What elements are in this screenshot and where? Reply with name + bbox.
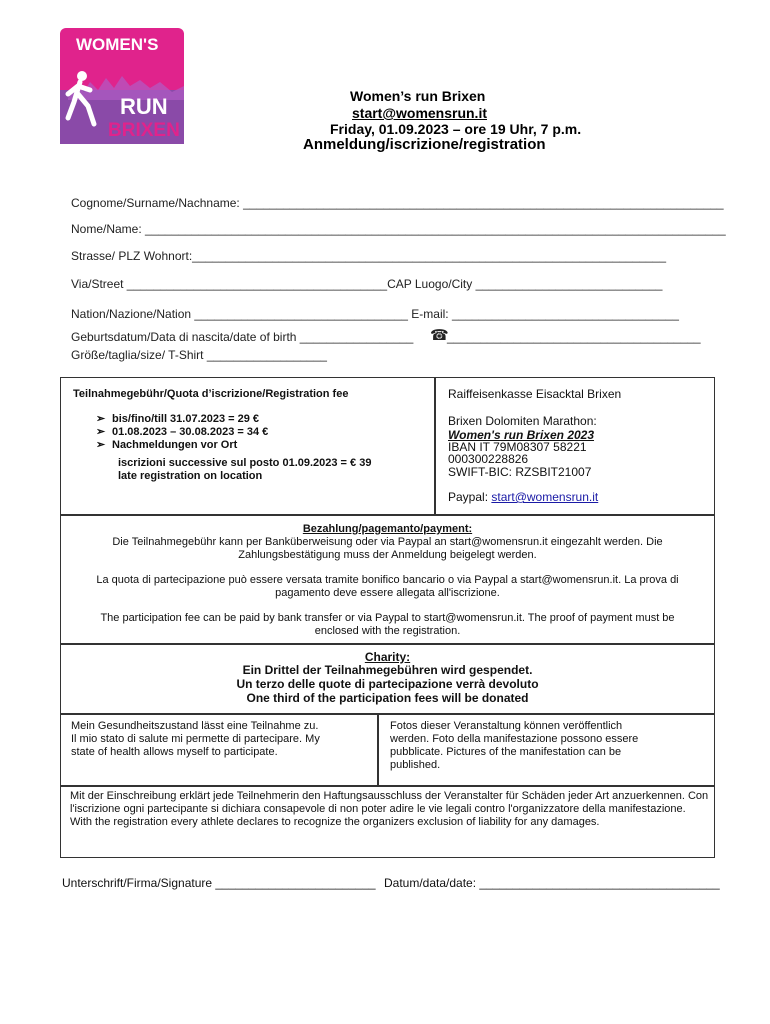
nation-email-field[interactable]: Nation/Nazione/Nation ________________________________ E-mail: __________________________________ xyxy=(71,307,679,321)
event-date: Friday, 01.09.2023 – ore 19 Uhr, 7 p.m. xyxy=(330,121,582,137)
charity-heading: Charity: xyxy=(364,650,411,664)
bank-account-label: Brixen Dolomiten Marathon: xyxy=(448,414,597,428)
photos-statement: Fotos dieser Veranstaltung können veröffentlich werden. Foto della manifestazione possono essere pubblicate. Pictures of the manifestation can be published. xyxy=(390,720,639,771)
health-statement: Mein Gesundheitszustand lässt eine Teilnahme zu. Il mio stato di salute mi permette di partecipare. My state of health allows myself to participate. xyxy=(71,720,320,758)
bank-name: Raiffeisenkasse Eisacktal Brixen xyxy=(448,387,622,401)
logo-text-womens: WOMEN'S xyxy=(76,35,159,54)
runner-icon xyxy=(77,71,87,81)
fee-item: ➢ Nachmeldungen vor Ort xyxy=(96,439,431,452)
payment-text-en: The participation fee can be paid by bank transfer or via Paypal to start@womensrun.it. The proof of payment must be enclosed with the registration. xyxy=(100,612,675,637)
phone-field[interactable]: ______________________________________ xyxy=(447,330,701,344)
payment-text-de: Die Teilnahmegebühr kann per Banküberweisung oder via Paypal an start@womensrun.it eingezahlt werden. Die Zahlungsbestätigung muss der Anmeldung beigelegt werden. xyxy=(112,536,663,561)
name-field[interactable]: Nome/Name: _______________________________________________________________________________________ xyxy=(71,222,726,236)
signature-date-field[interactable]: Datum/data/date: ____________________________________ xyxy=(384,876,720,890)
tshirt-size-field[interactable]: Größe/taglia/size/ T-Shirt __________________ xyxy=(71,348,327,362)
fee-item: ➢ 01.08.2023 – 30.08.2023 = 34 € xyxy=(96,426,431,439)
via-city-field[interactable]: Via/Street _______________________________________CAP Luogo/City ____________________________ xyxy=(71,277,663,291)
street-plz-field[interactable]: Strasse/ PLZ Wohnort:_______________________________________________________________________ xyxy=(71,249,667,263)
fee-item: ➢ bis/fino/till 31.07.2023 = 29 € xyxy=(96,413,431,426)
charity-text-en: One third of the participation fees will be donated xyxy=(246,691,529,705)
bank-swift: SWIFT-BIC: RZSBIT21007 xyxy=(448,465,592,479)
fee-heading: Teilnahmegebühr/Quota d’iscrizione/Registration fee xyxy=(73,388,349,400)
bank-iban-2: 000300228826 xyxy=(448,452,529,466)
fee-late-it: iscrizioni successive sul posto 01.09.2023 = € 39 xyxy=(118,457,372,469)
paypal-label: Paypal: xyxy=(448,490,492,504)
phone-icon: ☎ xyxy=(430,327,449,344)
paypal-row xyxy=(448,491,598,504)
signature-field[interactable]: Unterschrift/Firma/Signature ________________________ xyxy=(62,876,376,890)
payment-text-it: La quota di partecipazione può essere versata tramite bonifico bancario o via Paypal a start@womensrun.it. La prova di pagamento deve essere allegata all'iscrizione. xyxy=(96,574,679,599)
registration-heading: Anmeldung/iscrizione/registration xyxy=(303,136,546,153)
surname-field[interactable]: Cognome/Surname/Nachname: ________________________________________________________________________ xyxy=(71,196,724,210)
birthdate-field[interactable]: Geburtsdatum/Data di nascita/date of birth _________________ xyxy=(71,330,414,344)
charity-text-de: Ein Drittel der Teilnahmegebühren wird gespendet. xyxy=(242,663,533,677)
logo-text-run: RUN xyxy=(120,94,168,119)
womens-run-logo xyxy=(60,28,184,144)
paypal-email-link[interactable]: start@womensrun.it xyxy=(491,490,599,504)
event-email-link[interactable]: start@womensrun.it xyxy=(352,105,488,121)
fee-late-en: late registration on location xyxy=(118,470,263,482)
liability-statement: Mit der Einschreibung erklärt jede Teilnehmerin den Haftungsausschluss der Veranstalter für Schäden jeder Art anzuerkennen. Con l'iscrizione ogni partecipante si dichiara consapevole di non poter adire le vie legali contro l'organizzatore della manifestazione. With the registration every athlete declares to recognize the organizers exclusion of liability for any damages. xyxy=(70,790,709,828)
logo-text-brixen: BRIXEN xyxy=(108,120,180,141)
event-title: Women’s run Brixen xyxy=(350,88,486,104)
payment-heading: Bezahlung/pagemanto/payment: xyxy=(302,523,473,535)
charity-text-it: Un terzo delle quote di partecipazione verrà devoluto xyxy=(236,677,539,691)
fee-list xyxy=(96,413,431,452)
bank-iban-1: IBAN IT 79M08307 58221 xyxy=(448,440,587,454)
bank-account-holder: Women's run Brixen 2023 xyxy=(448,428,595,442)
